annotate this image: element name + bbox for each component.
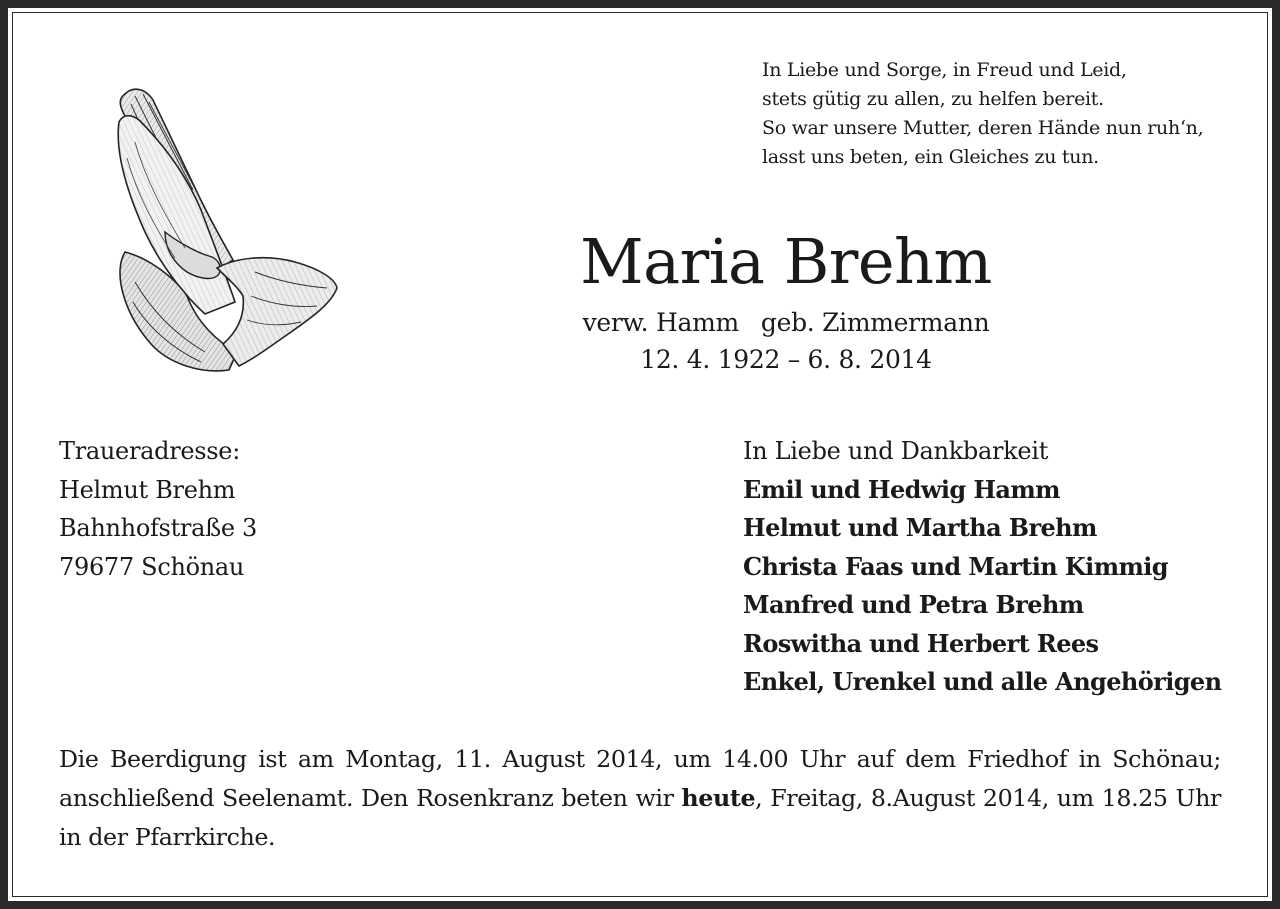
- mourners-list: [743, 432, 1221, 702]
- mourner-name: Roswitha und Herbert Rees: [743, 628, 1099, 658]
- address-label: Traueradresse:: [59, 437, 240, 465]
- funeral-details: [59, 740, 1221, 857]
- birth-name: geb. Zimmermann: [760, 308, 990, 337]
- funeral-today: heute: [681, 784, 756, 812]
- funeral-line-3: in der Pfarrkirche.: [59, 823, 276, 851]
- mourner-name: Emil und Hedwig Hamm: [743, 474, 1060, 504]
- mourners-intro: In Liebe und Dankbarkeit: [743, 437, 1049, 465]
- life-dates: 12. 4. 1922 – 6. 8. 2014: [640, 345, 932, 374]
- widowed-name: verw. Hamm: [582, 308, 739, 337]
- mourning-address: [59, 432, 257, 586]
- praying-hands-icon: [105, 82, 345, 382]
- funeral-line-2-start: anschließend Seelenamt. Den Rosenkranz beten wir: [59, 784, 682, 812]
- poem-line: In Liebe und Sorge, in Freud und Leid,: [762, 59, 1127, 81]
- deceased-name: Maria Brehm: [580, 225, 992, 298]
- poem-line: lasst uns beten, ein Gleiches zu tun.: [762, 146, 1099, 168]
- mourner-name: Christa Faas und Martin Kimmig: [743, 551, 1168, 581]
- poem-line: So war unsere Mutter, deren Hände nun ruh‘n,: [762, 117, 1204, 139]
- address-city: 79677 Schönau: [59, 552, 245, 581]
- funeral-line-2: [59, 779, 1221, 818]
- funeral-line-1: Die Beerdigung ist am Montag, 11. August 2014, um 14.00 Uhr auf dem Friedhof in Schönau;: [59, 745, 1221, 773]
- mourner-name: Manfred und Petra Brehm: [743, 590, 1084, 619]
- poem-line: stets gütig zu allen, zu helfen bereit.: [762, 88, 1104, 110]
- address-street: Bahnhofstraße 3: [59, 514, 258, 542]
- mourner-name: Enkel, Urenkel und alle Angehörigen: [743, 667, 1222, 696]
- address-name: Helmut Brehm: [59, 475, 236, 504]
- poem: [762, 56, 1203, 172]
- mourner-name: Helmut und Martha Brehm: [743, 513, 1097, 542]
- funeral-line-2-end: , Freitag, 8.August 2014, um 18.25 Uhr: [755, 784, 1221, 812]
- deceased-names-line: [480, 308, 1092, 338]
